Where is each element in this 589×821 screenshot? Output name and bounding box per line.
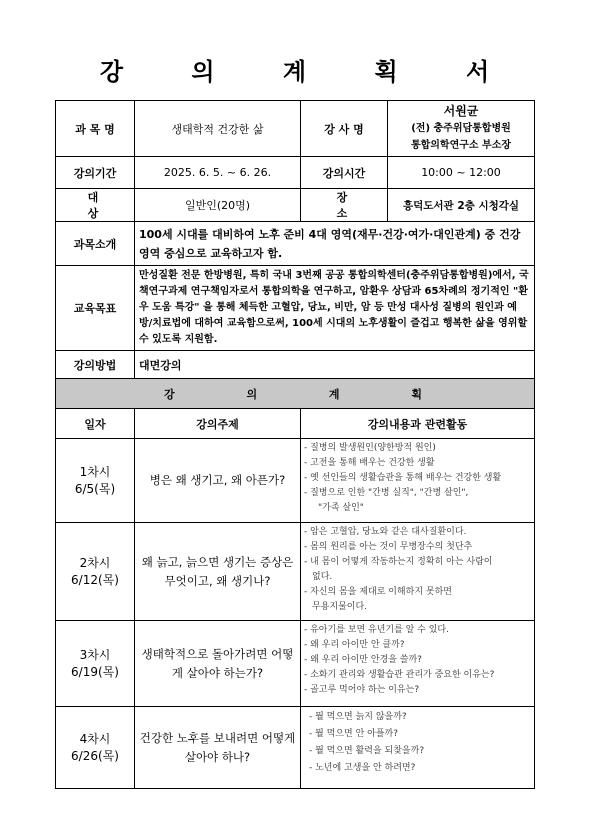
activity-item: - 뭘 먹으면 안 아플까? [309, 729, 399, 739]
activity-item: - 고전을 통해 배우는 건강한 생활 [304, 458, 435, 468]
activity-item: - 뭘 먹으면 늙지 않을까? [309, 712, 407, 722]
session-date: 6/26(목) [71, 748, 119, 763]
col-topic-header: 강의주제 [135, 409, 301, 439]
method-value: 대면강의 [135, 351, 535, 379]
period-label: 강의기간 [56, 157, 135, 189]
session-date-cell [56, 621, 135, 707]
activity-item: - 옛 선인들의 생활습관을 통해 배우는 건강한 생활 [304, 473, 502, 483]
goal-value: 만성질환 전문 한방병원, 특히 국내 3번째 공공 통합의학센터(충주위담통합병원)에서, 국책연구과제 연구책임자로서 통합의학을 연구하고, 암환우 상담과 65차례의 정기적인 "환우 도움 특강" 을 통해 체득한 고혈압, 당뇨, 비만, 암 등 만성 대사성 질병의 원인과 예방/치료법에 대하여 교육함으로써, 100세 시대의 노후생활이 즐겁고 행복한 삶을 영위할 수 있도록 지원함. [135, 266, 535, 351]
activity-item: 무용지물이다. [312, 602, 368, 612]
activity-item: - 질병의 발생원인(양한방적 원인) [304, 443, 436, 453]
session-topic: 건강한 노후를 보내려면 어떻게 살아야 하나? [135, 707, 301, 789]
activity-item: - 내 몸이 어떻게 작동하는지 정확히 아는 사람이 [304, 557, 493, 567]
session-row [56, 523, 535, 621]
activity-item: - 자신의 몸을 제대로 이해하지 못하면 [304, 587, 452, 597]
session-topic: 왜 늙고, 늙으면 생기는 증상은 무엇이고, 왜 생기나? [135, 523, 301, 621]
session-activities [301, 707, 535, 789]
session-date-cell [56, 707, 135, 789]
plan-section-title: 강 의 계 획 [56, 379, 535, 409]
activity-item: - 질병으로 인한 "간병 실직", "간병 살인", [304, 488, 469, 498]
activity-item: - 골고루 먹어야 하는 이유는? [304, 685, 420, 695]
target-label: 대 상 [56, 189, 135, 222]
intro-label: 과목소개 [56, 222, 135, 266]
time-value: 10:00 ~ 12:00 [388, 157, 535, 189]
activity-item: - 왜 우리 아이만 안 클까? [304, 640, 405, 650]
target-value: 일반인(20명) [135, 189, 301, 222]
session-activities [301, 439, 535, 523]
course-value: 생태학적 건강한 삶 [135, 101, 301, 157]
lecture-plan-table [55, 100, 535, 789]
session-row [56, 439, 535, 523]
session-date: 6/5(목) [74, 481, 116, 496]
activity-item: 없다. [312, 572, 333, 582]
time-label: 강의시간 [301, 157, 388, 189]
session-number: 1차시 [79, 464, 111, 479]
period-value: 2025. 6. 5. ~ 6. 26. [135, 157, 301, 189]
session-topic: 생태학적으로 돌아가려면 어떻게 살아야 하는가? [135, 621, 301, 707]
activity-item: "가족 살인" [318, 503, 364, 513]
activity-item: - 노년에 고생을 안 하려면? [309, 763, 416, 773]
activity-item: - 유아기를 보면 유년기를 알 수 있다. [304, 625, 449, 635]
instructor-cell [388, 101, 535, 157]
instructor-affiliation-1: (전) 충주위담통합병원 [411, 123, 511, 134]
place-value: 흥덕도서관 2층 시청각실 [388, 189, 535, 222]
activity-item: - 뭘 먹으면 활력을 되찾을까? [309, 746, 425, 756]
activity-item: - 소화기 관리와 생활습관 관리가 중요한 이유는? [304, 670, 495, 680]
session-row [56, 707, 535, 789]
session-date: 6/12(목) [71, 572, 119, 587]
course-label: 과 목 명 [56, 101, 135, 157]
session-date-cell [56, 523, 135, 621]
method-label: 강의방법 [56, 351, 135, 379]
intro-value: 100세 시대를 대비하여 노후 준비 4대 영역(재무·건강·여가·대인관계) 중 건강 영역 중심으로 교육하고자 함. [135, 222, 535, 266]
col-content-header: 강의내용과 관련활동 [301, 409, 535, 439]
session-row [56, 621, 535, 707]
activity-item: - 왜 우리 아이만 안경을 쓸까? [304, 655, 422, 665]
session-topic: 병은 왜 생기고, 왜 아픈가? [135, 439, 301, 523]
place-label: 장 소 [301, 189, 388, 222]
goal-label: 교육목표 [56, 266, 135, 351]
activity-item: - 몸의 원리를 아는 것이 무병장수의 첫단추 [304, 542, 473, 552]
session-number: 2차시 [79, 555, 111, 570]
session-activities [301, 523, 535, 621]
session-date: 6/19(목) [71, 664, 119, 679]
session-date-cell [56, 439, 135, 523]
instructor-affiliation-2: 통합의학연구소 부소장 [410, 140, 512, 151]
session-number: 4차시 [79, 731, 111, 746]
instructor-label: 강 사 명 [301, 101, 388, 157]
session-number: 3차시 [79, 647, 111, 662]
page-title: 강 의 계 획 서 [99, 58, 520, 86]
session-activities [301, 621, 535, 707]
instructor-name: 서원균 [443, 104, 479, 118]
col-date-header: 일자 [56, 409, 135, 439]
activity-item: - 암은 고혈압, 당뇨와 같은 대사질환이다. [304, 527, 467, 537]
